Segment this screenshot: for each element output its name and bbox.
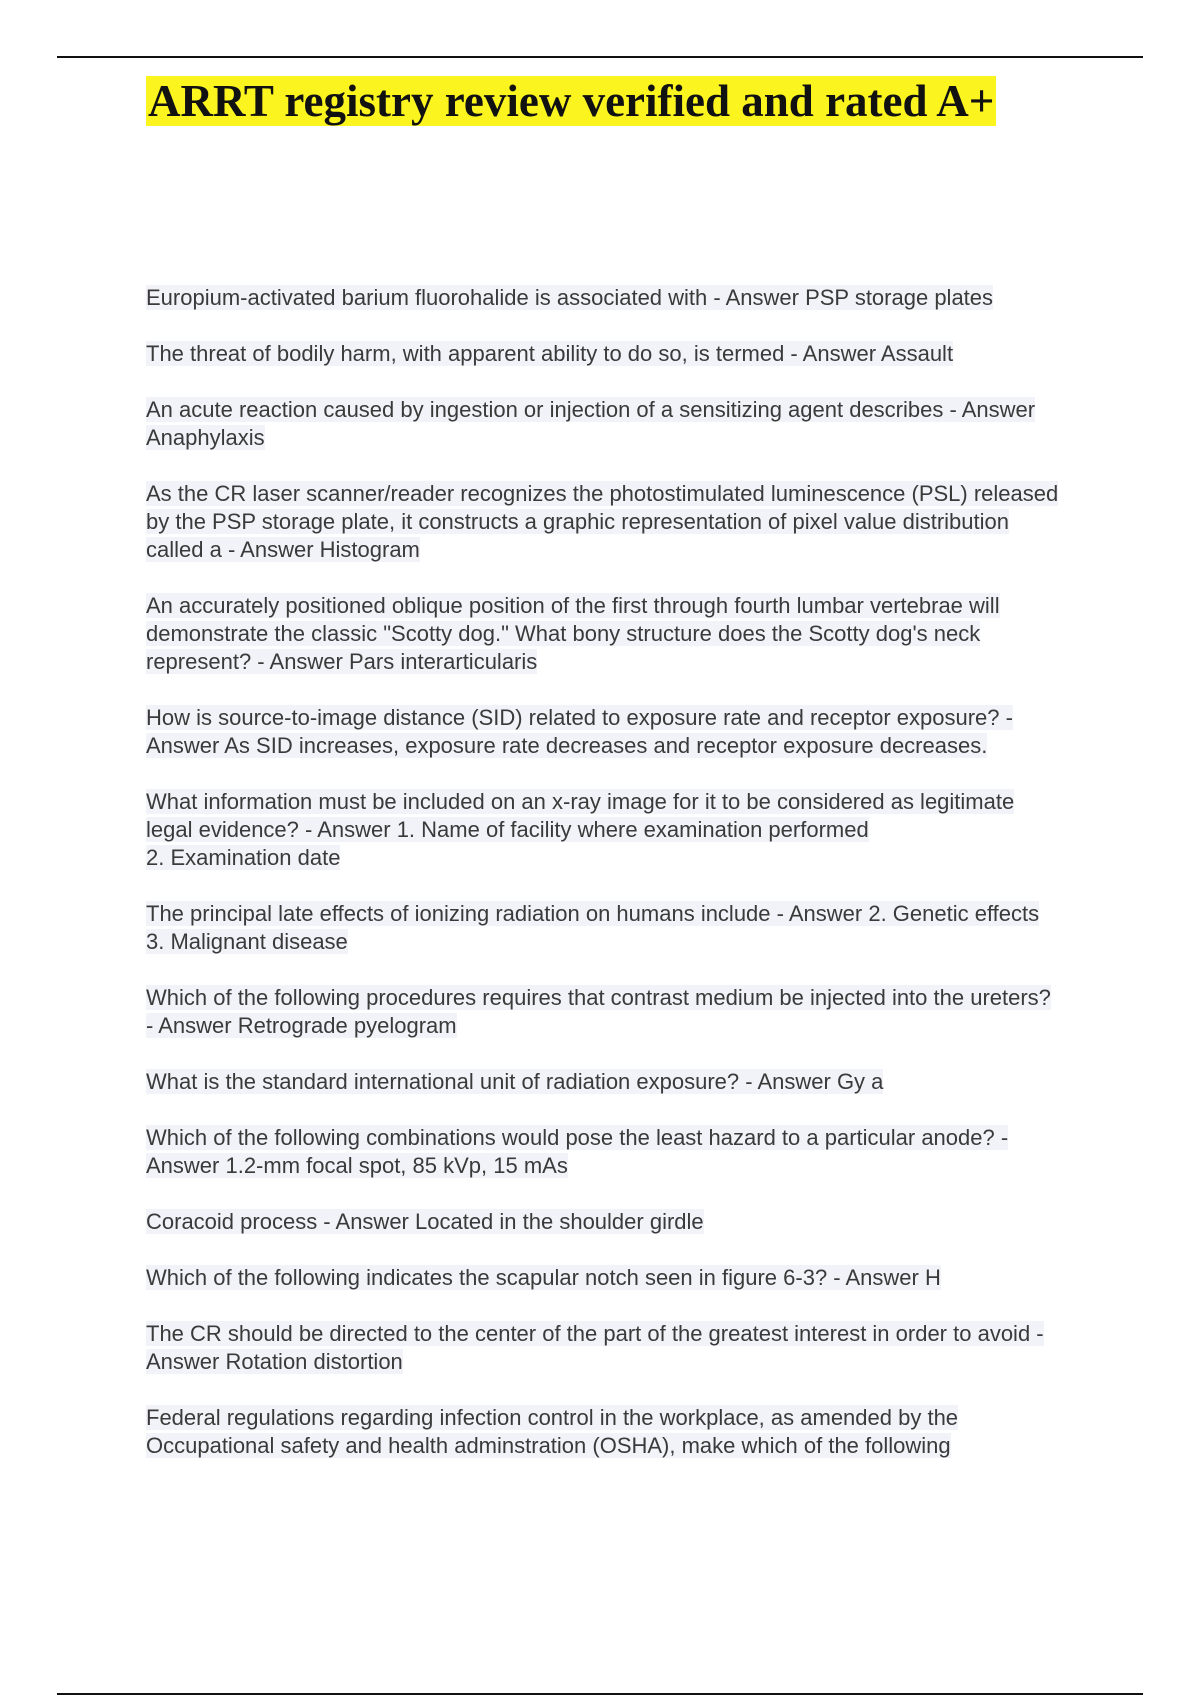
qa-item (146, 984, 1061, 1040)
qa-item (146, 1068, 1061, 1096)
qa-item (146, 284, 1061, 312)
qa-item (146, 396, 1061, 452)
qa-text: The principal late effects of ionizing radiation on humans include - Answer 2. Genetic effects 3. Malignant disease (146, 901, 1040, 954)
qa-text: An accurately positioned oblique position of the first through fourth lumbar vertebrae will demonstrate the classic "Scotty dog." What bony structure does the Scotty dog's neck represent? - Answer Pars interarticularis (146, 593, 1000, 674)
qa-text: The threat of bodily harm, with apparent ability to do so, is termed - Answer Assault (146, 341, 954, 366)
qa-item (146, 480, 1061, 564)
top-rule (57, 56, 1143, 58)
qa-text: Which of the following indicates the scapular notch seen in figure 6-3? - Answer H (146, 1265, 941, 1290)
qa-item (146, 900, 1061, 956)
qa-item (146, 1320, 1061, 1376)
qa-text: What information must be included on an x-ray image for it to be considered as legitimate legal evidence? - Answer 1. Name of facility where examination performed 2. Examination date (146, 789, 1015, 870)
qa-item (146, 1124, 1061, 1180)
qa-list (146, 284, 1061, 1488)
qa-text: The CR should be directed to the center of the part of the greatest interest in order to avoid - Answer Rotation distortion (146, 1321, 1044, 1374)
qa-text: An acute reaction caused by ingestion or injection of a sensitizing agent describes - Answer Anaphylaxis (146, 397, 1036, 450)
qa-text: Coracoid process - Answer Located in the shoulder girdle (146, 1209, 704, 1234)
qa-item (146, 1264, 1061, 1292)
qa-text: As the CR laser scanner/reader recognizes the photostimulated luminescence (PSL) released by the PSP storage plate, it constructs a graphic representation of pixel value distribution called a - Answer Histogram (146, 481, 1059, 562)
qa-text: How is source-to-image distance (SID) related to exposure rate and receptor exposure? - Answer As SID increases, exposure rate decreases and receptor exposure decreases. (146, 705, 1013, 758)
title-highlight: ARRT registry review verified and rated A+ (148, 76, 995, 126)
qa-item (146, 1208, 1061, 1236)
qa-text: Federal regulations regarding infection control in the workplace, as amended by the Occupational safety and health adminstration (OSHA), make which of the following (146, 1405, 959, 1458)
qa-text: What is the standard international unit of radiation exposure? - Answer Gy a (146, 1069, 884, 1094)
qa-item (146, 704, 1061, 760)
qa-item (146, 788, 1061, 872)
qa-text: Which of the following combinations would pose the least hazard to a particular anode? - Answer 1.2-mm focal spot, 85 kVp, 15 mAs (146, 1125, 1009, 1178)
qa-item (146, 340, 1061, 368)
qa-item (146, 592, 1061, 676)
bottom-rule (57, 1693, 1143, 1695)
qa-text: Which of the following procedures requires that contrast medium be injected into the ureters? - Answer Retrograde pyelogram (146, 985, 1051, 1038)
qa-text: Europium-activated barium fluorohalide is associated with - Answer PSP storage plates (146, 285, 994, 310)
qa-item (146, 1404, 1061, 1460)
document-title (146, 70, 1026, 132)
